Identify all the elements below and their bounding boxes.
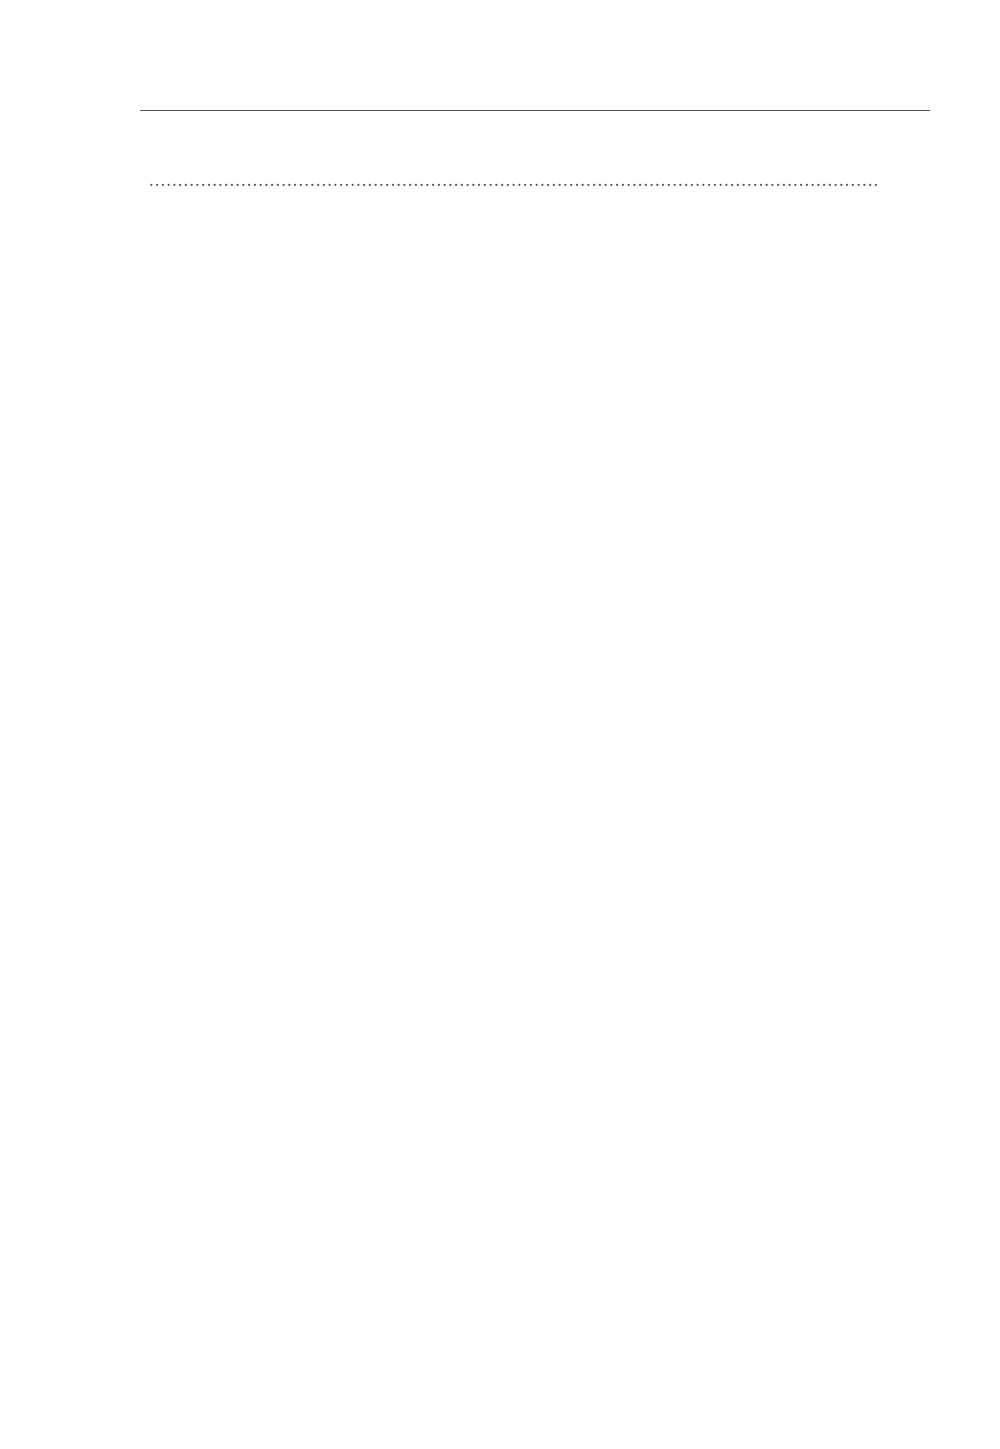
- practicum-section: [143, 137, 928, 195]
- table-of-contents: [143, 127, 928, 195]
- page-header: [140, 80, 930, 111]
- dot-leader: [149, 167, 880, 195]
- practicum-heading: [143, 137, 928, 167]
- toc-entry-requirements[interactable]: [143, 167, 928, 195]
